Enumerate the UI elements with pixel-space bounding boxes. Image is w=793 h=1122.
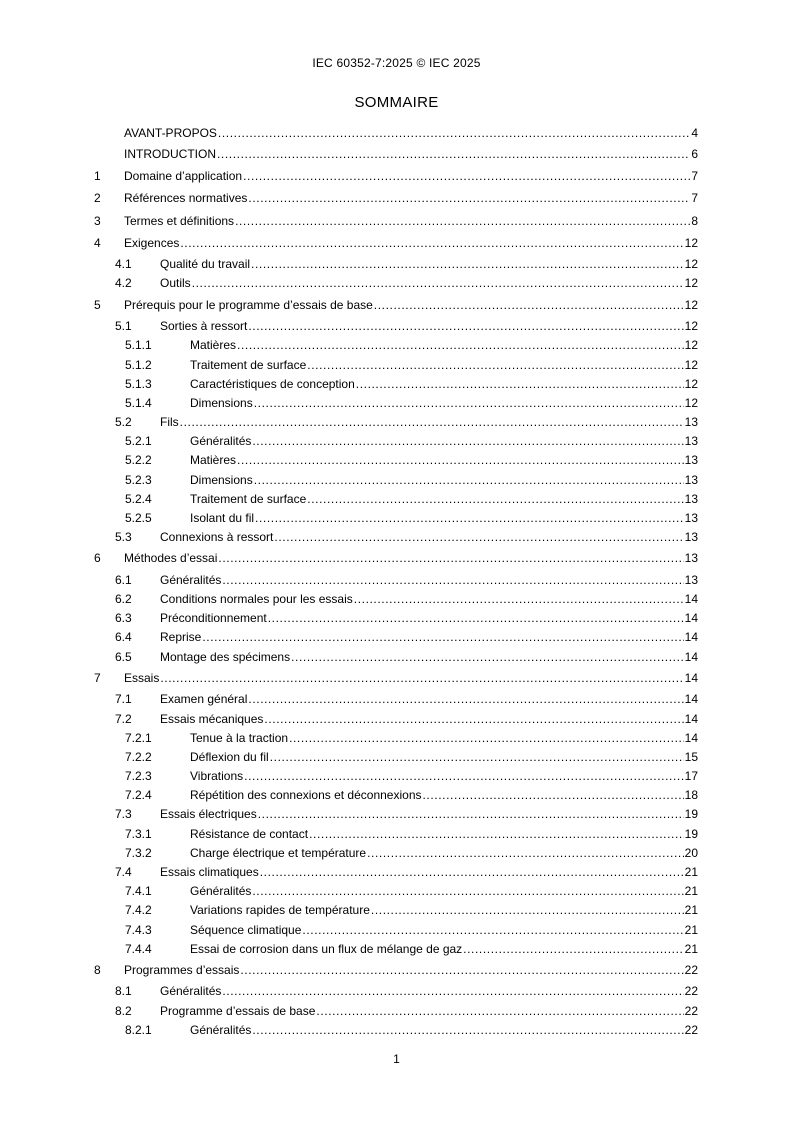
toc-entry[interactable] — [94, 210, 698, 232]
toc-entry-page: 21 — [684, 903, 698, 918]
toc-dot-leader — [367, 844, 684, 863]
toc-entry[interactable] — [94, 710, 698, 729]
toc-entry-title: Conditions normales pour les essais — [160, 592, 353, 607]
toc-entry[interactable] — [94, 844, 698, 863]
toc-entry-page: 17 — [684, 769, 698, 784]
toc-entry-page: 13 — [684, 491, 698, 506]
toc-entry-title: Généralités — [190, 1022, 252, 1037]
toc-entry-title: Programmes d’essais — [124, 962, 240, 977]
toc-entry[interactable] — [94, 805, 698, 824]
toc-entry[interactable] — [94, 590, 698, 609]
toc-entry[interactable] — [94, 981, 698, 1002]
toc-entry-page: 19 — [684, 826, 698, 841]
toc-entry-page: 12 — [684, 235, 698, 250]
toc-entry-page: 13 — [684, 530, 698, 545]
toc-dot-leader — [252, 882, 683, 901]
toc-dot-leader — [354, 590, 684, 609]
toc-entry-page: 22 — [684, 1003, 698, 1018]
toc-dot-leader — [243, 165, 690, 187]
toc-entry[interactable] — [94, 509, 698, 528]
toc-dot-leader — [463, 940, 683, 959]
toc-entry-page: 22 — [684, 962, 698, 977]
toc-entry-title: Généralités — [160, 984, 222, 999]
toc-dot-leader — [307, 356, 683, 375]
toc-dot-leader — [218, 124, 690, 143]
toc-entry-page: 12 — [684, 256, 698, 271]
toc-entry-page: 7 — [691, 191, 698, 206]
toc-entry-title: Résistance de contact — [190, 826, 309, 841]
toc-entry[interactable] — [94, 165, 698, 187]
toc-entry-number: 5.1.1 — [125, 338, 152, 353]
toc-entry-number: 4 — [94, 235, 101, 250]
toc-entry-title: Essais électriques — [160, 807, 257, 822]
toc-entry[interactable] — [94, 254, 698, 275]
toc-entry-number: 5 — [94, 297, 101, 312]
toc-entry-page: 4 — [691, 126, 698, 140]
toc-entry[interactable] — [94, 767, 698, 786]
toc-entry-page: 21 — [684, 941, 698, 956]
toc-dot-leader — [160, 667, 683, 689]
toc-entry[interactable] — [94, 232, 698, 254]
toc-dot-leader — [244, 767, 683, 786]
toc-dot-leader — [222, 570, 683, 591]
toc-entry-title: Traitement de surface — [190, 491, 307, 506]
toc-entry-number: 8 — [94, 962, 101, 977]
toc-entry-title: Tenue à la traction — [190, 730, 289, 745]
toc-entry-number: 8.2.1 — [125, 1022, 152, 1037]
toc-entry-title: Déflexion du fil — [190, 749, 269, 764]
toc-entry[interactable] — [94, 528, 698, 547]
toc-entry-page: 12 — [684, 357, 698, 372]
toc-entry-number: 7.3.1 — [125, 826, 152, 841]
toc-entry-number: 7 — [94, 670, 101, 685]
toc-entry-page: 12 — [684, 395, 698, 410]
toc-entry-page: 18 — [684, 788, 698, 803]
toc-entry-number: 7.3.2 — [125, 845, 152, 860]
toc-entry-page: 12 — [684, 297, 698, 312]
toc-entry-title: Essais mécaniques — [160, 711, 264, 726]
toc-entry-page: 14 — [684, 611, 698, 626]
toc-entry[interactable] — [94, 882, 698, 901]
toc-dot-leader — [264, 710, 683, 729]
toc-entry-page: 20 — [684, 845, 698, 860]
toc-dot-leader — [309, 825, 684, 844]
toc-dot-leader — [291, 648, 684, 667]
toc-entry[interactable] — [94, 187, 698, 209]
toc-entry-title: Programme d’essais de base — [160, 1003, 316, 1018]
toc-entry-title: Essais — [124, 670, 160, 685]
toc-entry-page: 12 — [684, 318, 698, 333]
toc-entry-page: 22 — [684, 1022, 698, 1037]
toc-entry-title: Dimensions — [190, 395, 253, 410]
toc-entry-number: 5.2.4 — [125, 491, 152, 506]
toc-entry[interactable] — [94, 959, 698, 981]
toc-entry-title: Essai de corrosion dans un flux de mélange de gaz — [190, 941, 463, 956]
toc-entry-page: 13 — [684, 472, 698, 487]
toc-entry[interactable] — [94, 786, 698, 805]
page-header: IEC 60352-7:2025 © IEC 2025 — [312, 56, 481, 70]
toc-entry-number: 5.1.4 — [125, 395, 152, 410]
toc-entry-title: Prérequis pour le programme d’essais de base — [124, 297, 373, 312]
toc-entry-title: Outils — [160, 276, 191, 291]
toc-entry-number: 5.2.5 — [125, 511, 152, 525]
toc-entry[interactable] — [94, 124, 698, 143]
toc-entry-number: 5.2 — [115, 415, 132, 430]
toc-entry[interactable] — [94, 451, 698, 470]
toc-dot-leader — [218, 547, 683, 569]
toc-entry-number: 7.4.4 — [125, 941, 152, 956]
toc-entry-page: 15 — [684, 749, 698, 764]
toc-entry-title: Matières — [190, 338, 237, 353]
toc-entry-title: Dimensions — [190, 472, 253, 487]
toc-entry[interactable] — [94, 729, 698, 748]
toc-entry[interactable] — [94, 648, 698, 667]
toc-entry[interactable] — [94, 316, 698, 337]
toc-dot-leader — [268, 609, 684, 628]
toc-entry-number: 6.1 — [115, 572, 132, 587]
toc-dot-leader — [251, 254, 684, 275]
toc-entry-number: 3 — [94, 213, 101, 228]
toc-dot-leader — [270, 748, 684, 767]
toc-dot-leader — [316, 1002, 683, 1021]
toc-entry-page: 12 — [684, 376, 698, 391]
toc-entry-title: Qualité du travail — [160, 256, 251, 271]
toc-entry-number: 6.4 — [115, 630, 132, 645]
toc-entry[interactable] — [94, 570, 698, 591]
toc-entry-page: 21 — [684, 884, 698, 899]
toc-entry-page: 21 — [684, 922, 698, 937]
table-of-contents — [94, 124, 698, 1040]
toc-dot-leader — [248, 689, 683, 710]
toc-entry-page: 14 — [684, 670, 698, 685]
toc-entry-number: 5.1 — [115, 318, 132, 333]
toc-entry-page: 13 — [684, 434, 698, 449]
toc-entry-page: 14 — [684, 592, 698, 607]
toc-entry-page: 14 — [684, 730, 698, 745]
toc-entry[interactable] — [94, 689, 698, 710]
toc-entry-page: 14 — [684, 711, 698, 726]
toc-entry-number: 5.1.3 — [125, 376, 152, 391]
toc-entry-number: 5.1.2 — [125, 357, 152, 372]
toc-entry-title: Vibrations — [190, 769, 244, 784]
toc-entry-number: 4.2 — [115, 276, 132, 291]
toc-dot-leader — [180, 413, 684, 432]
toc-entry[interactable] — [94, 432, 698, 451]
toc-dot-leader — [252, 1021, 683, 1040]
toc-entry[interactable] — [94, 375, 698, 394]
toc-entry-page: 14 — [684, 649, 698, 664]
toc-dot-leader — [356, 375, 684, 394]
toc-entry-title: INTRODUCTION — [124, 147, 216, 161]
toc-dot-leader — [192, 274, 684, 293]
toc-entry-title: Termes et définitions — [124, 213, 235, 228]
toc-dot-leader — [374, 294, 684, 316]
toc-entry-number: 8.1 — [115, 984, 132, 999]
toc-entry[interactable] — [94, 1002, 698, 1021]
toc-entry-title: Matières — [190, 453, 237, 468]
toc-entry-title: Généralités — [160, 572, 222, 587]
toc-dot-leader — [302, 921, 683, 940]
toc-entry-title: Généralités — [190, 434, 252, 449]
page-title: SOMMAIRE — [354, 94, 439, 111]
toc-entry-number: 7.2.2 — [125, 749, 152, 764]
toc-dot-leader — [222, 981, 683, 1002]
toc-entry-number: 6.3 — [115, 611, 132, 626]
page-number: 1 — [393, 1052, 400, 1066]
toc-entry[interactable] — [94, 547, 698, 569]
toc-entry-page: 6 — [691, 147, 698, 161]
toc-entry[interactable] — [94, 667, 698, 689]
toc-entry-title: Répétition des connexions et déconnexions — [190, 788, 422, 803]
toc-entry-page: 13 — [684, 453, 698, 468]
toc-entry-title: Variations rapides de température — [190, 903, 370, 918]
toc-entry-title: Méthodes d’essai — [124, 551, 218, 566]
toc-entry-number: 7.2.4 — [125, 788, 152, 803]
toc-entry-page: 12 — [684, 338, 698, 353]
toc-entry-page: 22 — [684, 984, 698, 999]
toc-entry-number: 7.4.3 — [125, 922, 152, 937]
toc-entry-title: Domaine d’application — [124, 169, 243, 184]
toc-dot-leader — [252, 432, 683, 451]
toc-entry-title: Traitement de surface — [190, 357, 307, 372]
toc-entry-title: Exigences — [124, 235, 180, 250]
toc-entry-page: 13 — [684, 551, 698, 566]
toc-dot-leader — [307, 490, 683, 509]
toc-entry-title: Charge électrique et température — [190, 845, 367, 860]
toc-entry[interactable] — [94, 628, 698, 647]
toc-entry-title: Fils — [160, 415, 179, 430]
toc-entry-number: 7.2.3 — [125, 769, 152, 784]
toc-entry-page: 8 — [691, 213, 698, 228]
toc-entry[interactable] — [94, 294, 698, 316]
toc-entry-title: Caractéristiques de conception — [190, 376, 355, 391]
toc-dot-leader — [260, 863, 684, 882]
toc-entry-page: 7 — [691, 169, 698, 184]
toc-dot-leader — [240, 959, 683, 981]
toc-dot-leader — [423, 786, 684, 805]
toc-dot-leader — [248, 316, 683, 337]
toc-entry-title: Généralités — [190, 884, 252, 899]
toc-entry-number: 7.4.2 — [125, 903, 152, 918]
toc-dot-leader — [274, 528, 683, 547]
toc-entry-number: 7.3 — [115, 807, 132, 822]
toc-dot-leader — [248, 187, 690, 209]
toc-entry-page: 14 — [684, 692, 698, 706]
toc-entry-number: 2 — [94, 191, 101, 206]
toc-dot-leader — [254, 471, 684, 490]
toc-entry-number: 6.5 — [115, 649, 132, 664]
toc-entry-number: 4.1 — [115, 256, 132, 271]
toc-dot-leader — [237, 336, 684, 355]
toc-entry-number: 5.2.2 — [125, 453, 152, 468]
toc-dot-leader — [255, 509, 684, 528]
toc-entry-title: Montage des spécimens — [160, 649, 291, 664]
toc-entry-number: 7.4.1 — [125, 884, 152, 899]
toc-entry[interactable] — [94, 748, 698, 767]
toc-entry[interactable] — [94, 413, 698, 432]
toc-entry[interactable] — [94, 490, 698, 509]
toc-entry[interactable] — [94, 143, 698, 165]
toc-entry-number: 7.2.1 — [125, 730, 152, 745]
toc-entry-page: 14 — [684, 630, 698, 645]
toc-dot-leader — [235, 210, 690, 232]
toc-entry-title: Essais climatiques — [160, 865, 259, 879]
toc-entry[interactable] — [94, 609, 698, 628]
toc-entry-title: Sorties à ressort — [160, 318, 248, 333]
toc-entry-title: Séquence climatique — [190, 922, 302, 937]
toc-dot-leader — [237, 451, 684, 470]
toc-entry-number: 6 — [94, 551, 101, 566]
toc-entry-title: Reprise — [160, 630, 202, 645]
toc-entry-page: 13 — [684, 572, 698, 587]
toc-entry[interactable] — [94, 863, 698, 882]
toc-dot-leader — [258, 805, 684, 824]
toc-entry-number: 5.2.1 — [125, 434, 152, 449]
toc-entry-number: 7.2 — [115, 711, 132, 726]
toc-entry[interactable] — [94, 921, 698, 940]
toc-dot-leader — [371, 901, 684, 920]
toc-dot-leader — [180, 232, 683, 254]
toc-entry-page: 19 — [684, 807, 698, 822]
toc-entry-title: Préconditionnement — [160, 611, 267, 626]
toc-entry-number: 5.3 — [115, 530, 132, 545]
toc-dot-leader — [217, 143, 690, 165]
toc-entry[interactable] — [94, 471, 698, 490]
toc-entry-title: AVANT-PROPOS — [124, 126, 217, 140]
toc-entry[interactable] — [94, 394, 698, 413]
toc-entry-number: 7.1 — [115, 692, 132, 706]
toc-entry[interactable] — [94, 336, 698, 355]
toc-entry-page: 13 — [684, 511, 698, 525]
toc-entry-page: 13 — [684, 415, 698, 430]
toc-entry-title: Références normatives — [124, 191, 248, 206]
toc-entry[interactable] — [94, 901, 698, 920]
toc-entry-number: 6.2 — [115, 592, 132, 607]
toc-dot-leader — [202, 628, 683, 647]
toc-entry-number: 1 — [94, 169, 101, 184]
toc-entry-title: Isolant du fil — [190, 511, 255, 525]
toc-entry[interactable] — [94, 274, 698, 293]
toc-entry-title: Examen général — [160, 692, 248, 706]
toc-entry[interactable] — [94, 940, 698, 959]
toc-dot-leader — [254, 394, 684, 413]
toc-entry-number: 8.2 — [115, 1003, 132, 1018]
toc-entry[interactable] — [94, 825, 698, 844]
toc-entry-number: 7.4 — [115, 865, 132, 879]
toc-dot-leader — [289, 729, 684, 748]
toc-entry-title: Connexions à ressort — [160, 530, 274, 545]
toc-entry-number: 5.2.3 — [125, 472, 152, 487]
toc-entry-page: 21 — [684, 865, 698, 879]
toc-entry[interactable] — [94, 356, 698, 375]
toc-entry[interactable] — [94, 1021, 698, 1040]
toc-entry-page: 12 — [684, 276, 698, 291]
